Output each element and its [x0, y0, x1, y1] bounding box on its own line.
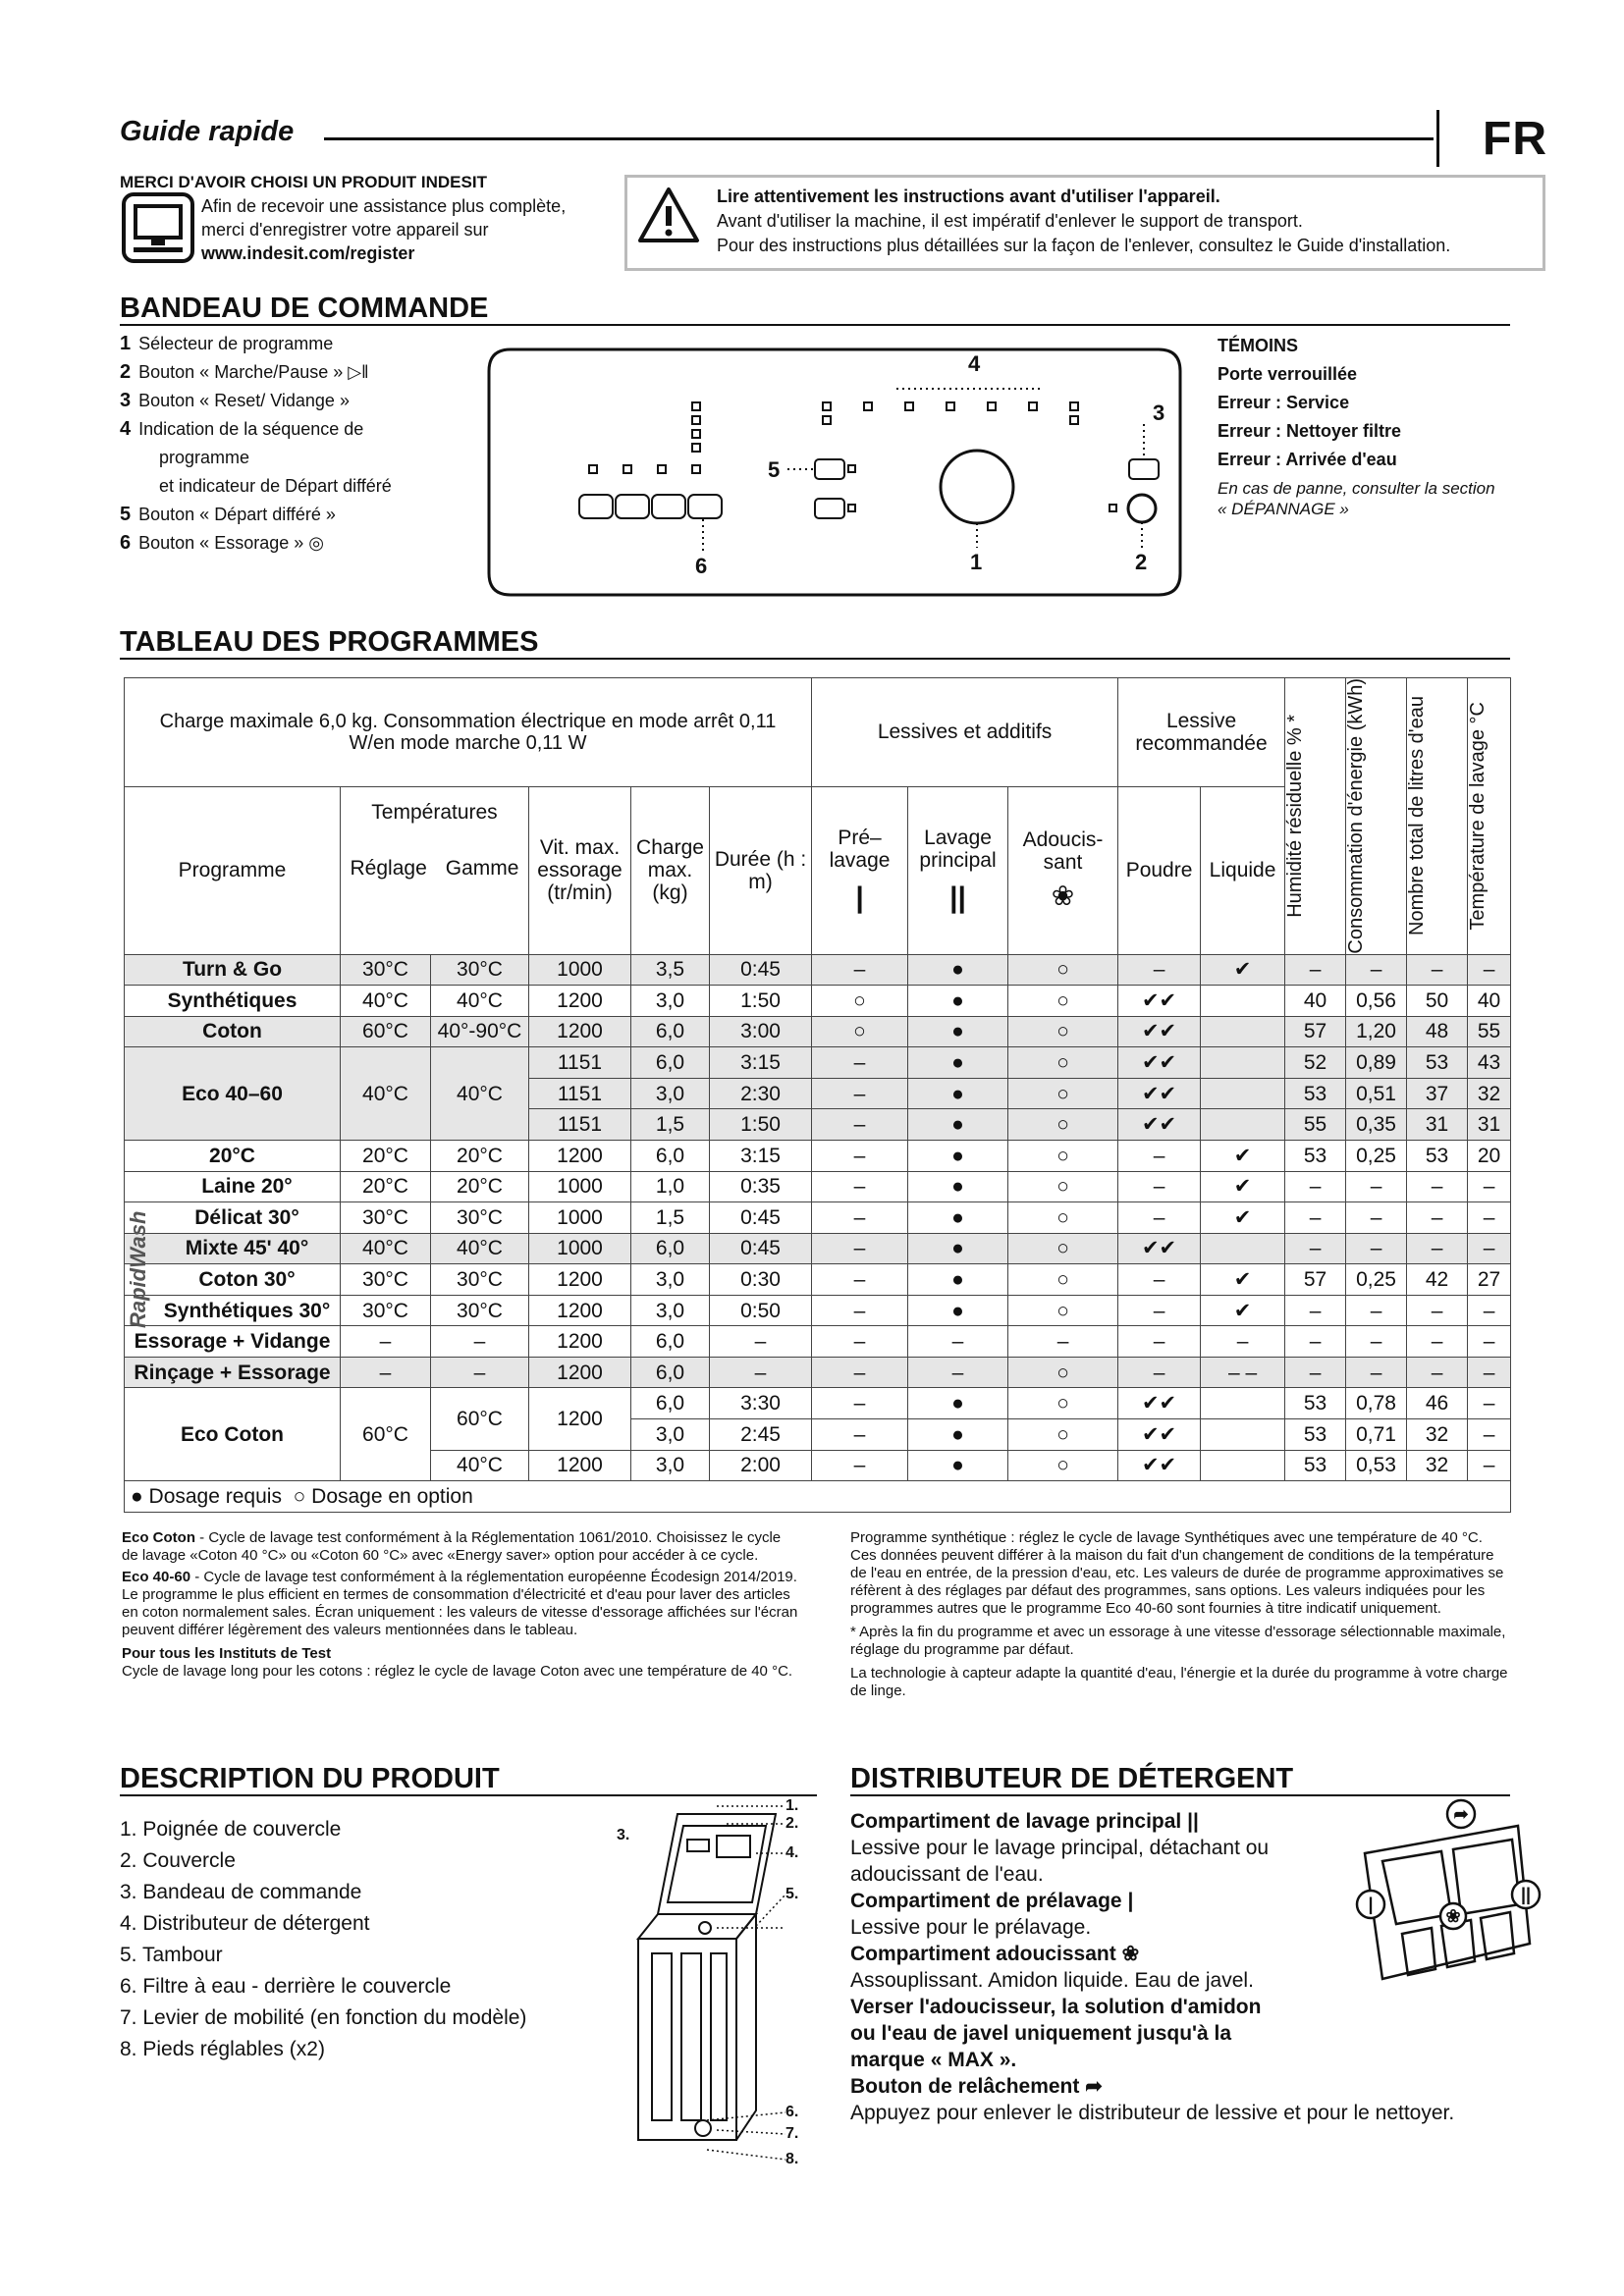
rapidwash-label: RapidWash — [126, 1209, 150, 1328]
dot-required-icon: ● — [908, 1140, 1008, 1171]
check-icon: ✔✔ — [1118, 1419, 1201, 1451]
prewash-icon: | — [1127, 1890, 1134, 1912]
table-header-conso: Consommation d'énergie (kWh) — [1345, 678, 1368, 954]
table-row: 1151 3,0 2:30 – ● ○ ✔✔ 53 0,51 37 32 — [125, 1078, 1511, 1109]
table-row: RapidWash Laine 20° 20°C 20°C 1000 1,0 0:35 – ● ○ – ✔ – – – – — [125, 1171, 1511, 1202]
diagram-label-5: 5 — [768, 457, 781, 482]
check-icon: ✔✔ — [1118, 1233, 1201, 1264]
note-ecocoton: Eco Coton - Cycle de lavage test conformément à la Réglementation 1061/2010. Choisissez le cycle de lavage «Coton 40 °C» ou «Coton 60 °C» avec «Energy saver» option pour accéder à ce cycle. — [122, 1529, 782, 1564]
dot-required-icon: ● — [131, 1485, 143, 1509]
dot-required-icon: ● — [908, 1202, 1008, 1234]
control-item: 4 Indication de la séquence de — [120, 418, 364, 440]
table-row: Rinçage + Essorage – – 1200 6,0 – – – ○ – – – – – – – — [125, 1357, 1511, 1388]
list-item: 3. Bandeau de commande — [120, 1881, 362, 1903]
table-row: Coton 60°C 40°-90°C 1200 6,0 3:00 ○ ● ○ ✔✔ 57 1,20 48 55 — [125, 1016, 1511, 1047]
compartment-softener-title: Compartiment adoucissant ❀ — [850, 1943, 1140, 1965]
dot-optional-icon: ○ — [1008, 1140, 1118, 1171]
programme-table — [124, 677, 1511, 1513]
diagram-label-4: 4 — [968, 351, 981, 376]
softener-icon: ❀ — [1051, 881, 1075, 912]
release-button-title: Bouton de relâchement ➦ — [850, 2075, 1103, 2098]
thanks-text — [201, 194, 614, 265]
indicator-item: Porte verrouillée — [1218, 364, 1358, 384]
dot-required-icon: ● — [908, 1388, 1008, 1419]
dot-optional-icon: ○ — [1008, 1233, 1118, 1264]
dot-optional-icon: ○ — [293, 1485, 306, 1509]
softener-icon: ❀ — [1445, 1906, 1461, 1926]
note-instituts-label: Pour tous les Instituts de Test — [122, 1645, 332, 1662]
table-header-lessives: Lessives et additifs — [812, 678, 1118, 787]
title-rule-end — [1436, 110, 1439, 167]
note-instituts: Cycle de lavage long pour les cotons : réglez le cycle de lavage Coton avec une température de 40 °C. — [122, 1663, 793, 1680]
section-rule — [120, 658, 1510, 660]
table-header-programme: Programme — [125, 786, 341, 954]
warning-text — [717, 185, 1450, 258]
control-item: 1 Sélecteur de programme — [120, 333, 334, 354]
compartment-softener-warning: Verser l'adoucisseur, la solution d'amidon ou l'eau de javel uniquement jusqu'à la marque « MAX ». — [850, 1996, 1262, 2071]
dot-optional-icon: ○ — [1008, 1357, 1118, 1388]
table-row: Délicat 30° 30°C 30°C 1000 1,5 0:45 – ● ○ – ✔ – – – – — [125, 1202, 1511, 1234]
page-title: Guide rapide — [120, 116, 295, 147]
table-row: Eco 40–60 40°C 40°C 1151 6,0 3:15 – ● ○ ✔✔ 52 0,89 53 43 — [125, 1047, 1511, 1079]
callout-1: 1. — [785, 1797, 799, 1814]
compartment-softener-text: Assouplissant. Amidon liquide. Eau de javel. — [850, 1969, 1254, 1992]
warning-line-2: Avant d'utiliser la machine, il est impératif d'enlever le support de transport. — [717, 211, 1303, 231]
note-eco4060: Eco 40-60 - Cycle de lavage test conformément à la réglementation européenne Écodesign 2014/2019. Le programme le plus efficient en termes de consommation d'électricité et d'eau pour laver des articles en coton normalement sales. Écran uniquement : les valeurs de vitesse d'essorage affichées sur l'écran peuvent différer légèrement des valeurs mentionnées dans le tableau. — [122, 1569, 798, 1638]
dispenser-diagram — [1343, 1796, 1540, 1993]
table-header-temperatures: Températures Réglage Gamme — [341, 786, 529, 954]
control-item: 5 Bouton « Départ différé » — [120, 504, 336, 525]
spin-icon: ◎ — [308, 533, 324, 553]
table-row: 3,0 2:45 – ● ○ ✔✔ 53 0,71 32 – — [125, 1419, 1511, 1451]
list-item: 7. Levier de mobilité (en fonction du modèle) — [120, 2006, 527, 2029]
callout-2: 2. — [785, 1815, 799, 1832]
prewash-icon: | — [855, 881, 864, 915]
dot-required-icon: ● — [908, 1450, 1008, 1481]
note-synth: Programme synthétique : réglez le cycle de lavage Synthétiques avec une température de 40 °C. — [850, 1529, 1483, 1546]
control-item: 3 Bouton « Reset/ Vidange » — [120, 390, 350, 411]
dot-optional-icon: ○ — [1008, 1078, 1118, 1109]
list-item: 5. Tambour — [120, 1944, 223, 1966]
notes-left — [122, 1529, 799, 1681]
mainwash-icon: || — [1187, 1810, 1199, 1833]
table-header-prelavage: Pré– lavage | — [812, 786, 908, 954]
callout-7: 7. — [785, 2125, 799, 2142]
table-row: Eco Coton 60°C 60°C 1200 6,0 3:30 – ● ○ ✔✔ 53 0,78 46 – — [125, 1388, 1511, 1419]
table-row: 1151 1,5 1:50 – ● ○ ✔✔ 55 0,35 31 31 — [125, 1109, 1511, 1141]
dot-optional-icon: ○ — [1008, 1264, 1118, 1296]
indicator-item: Erreur : Arrivée d'eau — [1218, 450, 1397, 469]
notes-right — [850, 1529, 1508, 1700]
mainwash-icon: || — [949, 881, 966, 915]
warning-line-1: Lire attentivement les instructions avant d'utiliser l'appareil. — [717, 187, 1220, 206]
indicator-item: Erreur : Nettoyer filtre — [1218, 421, 1402, 441]
legend-optional: Dosage en option — [311, 1485, 473, 1509]
table-header-charge-max: Charge max. (kg) — [631, 786, 710, 954]
section-title-bandeau: BANDEAU DE COMMANDE — [120, 293, 489, 324]
dot-optional-icon: ○ — [1008, 1419, 1118, 1451]
list-item: 2. Couvercle — [120, 1849, 236, 1872]
compartment-prewash-text: Lessive pour le prélavage. — [850, 1916, 1092, 1939]
check-icon: ✔ — [1201, 1295, 1285, 1326]
mainwash-icon: || — [1520, 1885, 1532, 1904]
check-icon: ✔ — [1201, 1140, 1285, 1171]
warning-icon — [638, 187, 699, 243]
register-link[interactable]: www.indesit.com/register — [201, 243, 415, 263]
dot-optional-icon: ○ — [1008, 1450, 1118, 1481]
callout-6: 6. — [785, 2104, 799, 2120]
dot-optional-icon: ○ — [1008, 1109, 1118, 1141]
washing-machine-diagram — [609, 1796, 805, 2179]
table-header-charge: Charge maximale 6,0 kg. Consommation électrique en mode arrêt 0,11 W/en mode marche 0,11 W — [125, 678, 812, 787]
table-row: Synthétiques 40°C 40°C 1200 3,0 1:50 ○ ● ○ ✔✔ 40 0,56 50 40 — [125, 986, 1511, 1017]
check-icon: ✔✔ — [1118, 1047, 1201, 1079]
table-row: Coton 30° 30°C 30°C 1200 3,0 0:30 – ● ○ – ✔ 57 0,25 42 27 — [125, 1264, 1511, 1296]
dot-optional-icon: ○ — [1008, 1202, 1118, 1234]
list-item: 8. Pieds réglables (x2) — [120, 2038, 325, 2060]
compartment-prewash-title: Compartiment de prélavage | — [850, 1890, 1134, 1912]
warning-line-3: Pour des instructions plus détaillées sur la façon de l'enlever, consultez le Guide d'installation. — [717, 236, 1451, 255]
check-icon: ✔✔ — [1118, 1109, 1201, 1141]
release-arrow-icon: ➦ — [1453, 1804, 1469, 1824]
dot-required-icon: ● — [908, 1109, 1008, 1141]
check-icon: ✔✔ — [1118, 1388, 1201, 1419]
release-button-text: Appuyez pour enlever le distributeur de lessive et pour le nettoyer. — [850, 2102, 1455, 2124]
diagram-label-3: 3 — [1153, 400, 1165, 425]
dot-required-icon: ● — [908, 1295, 1008, 1326]
control-panel-diagram — [481, 338, 1188, 603]
control-item: et indicateur de Départ différé — [159, 476, 392, 496]
product-parts-list — [120, 1814, 526, 2065]
indicator-note: En cas de panne, consulter la section « DÉPANNAGE » — [1218, 479, 1495, 518]
title-rule — [324, 137, 1434, 140]
language-code: FR — [1483, 113, 1547, 165]
check-icon: ✔ — [1201, 1171, 1285, 1202]
dot-optional-icon: ○ — [1008, 1171, 1118, 1202]
table-header-lavage: Lavage principal || — [908, 786, 1008, 954]
dot-required-icon: ● — [908, 1016, 1008, 1047]
control-list — [120, 330, 392, 558]
table-row: Essorage + Vidange – – 1200 6,0 – – – – – – – – – – — [125, 1326, 1511, 1358]
control-item: 6 Bouton « Essorage » ◎ — [120, 532, 324, 554]
legend-required: Dosage requis — [148, 1485, 282, 1509]
indicators-panel — [1218, 332, 1495, 519]
diagram-label-1: 1 — [970, 550, 983, 574]
dot-required-icon: ● — [908, 1078, 1008, 1109]
check-icon: ✔✔ — [1118, 1016, 1201, 1047]
dot-required-icon: ● — [908, 986, 1008, 1017]
control-item: 2 Bouton « Marche/Pause » ▷‖ — [120, 361, 369, 383]
dot-required-icon: ● — [908, 1264, 1008, 1296]
callout-8: 8. — [785, 2151, 799, 2167]
check-icon: ✔✔ — [1118, 986, 1201, 1017]
section-rule — [120, 324, 1510, 326]
note-star: * Après la fin du programme et avec un essorage à une vitesse d'essorage sélectionnable maximale, réglage du programme par défaut. — [850, 1624, 1506, 1658]
check-icon: ✔✔ — [1118, 1450, 1201, 1481]
check-icon: ✔ — [1201, 954, 1285, 986]
table-row: Synthétiques 30° 30°C 30°C 1200 3,0 0:50 – ● ○ – ✔ – – – – — [125, 1295, 1511, 1326]
dot-optional-icon: ○ — [812, 1016, 908, 1047]
table-header-humidite: Humidité résiduelle % * — [1284, 714, 1307, 918]
computer-icon — [122, 192, 194, 263]
diagram-label-2: 2 — [1135, 550, 1148, 574]
callout-3: 3. — [617, 1827, 630, 1843]
list-item: 1. Poignée de couvercle — [120, 1818, 342, 1841]
table-row: Mixte 45' 40° 40°C 40°C 1000 6,0 0:45 – ● ○ ✔✔ – – – – — [125, 1233, 1511, 1264]
table-header-poudre: Poudre — [1118, 786, 1201, 954]
dot-required-icon: ● — [908, 1419, 1008, 1451]
dot-optional-icon: ○ — [812, 986, 908, 1017]
section-title-tableau: TABLEAU DES PROGRAMMES — [120, 626, 539, 658]
dot-optional-icon: ○ — [1008, 1388, 1118, 1419]
dot-optional-icon: ○ — [1008, 986, 1118, 1017]
dot-optional-icon: ○ — [1008, 954, 1118, 986]
check-icon: ✔ — [1201, 1264, 1285, 1296]
table-header-duree: Durée (h : m) — [710, 786, 812, 954]
check-icon: ✔✔ — [1118, 1078, 1201, 1109]
compartment-main-text: Lessive pour le lavage principal, détachant ou adoucissant de l'eau. — [850, 1837, 1270, 1886]
dot-required-icon: ● — [908, 1233, 1008, 1264]
section-title-distributeur: DISTRIBUTEUR DE DÉTERGENT — [850, 1763, 1294, 1794]
thanks-line-1: Afin de recevoir une assistance plus complète, — [201, 196, 567, 216]
dot-required-icon: ● — [908, 1171, 1008, 1202]
dot-required-icon: ● — [908, 1047, 1008, 1079]
softener-icon: ❀ — [1121, 1943, 1140, 1965]
dot-optional-icon: ○ — [1008, 1295, 1118, 1326]
table-row: 20°C 20°C 20°C 1200 6,0 3:15 – ● ○ – ✔ 53 0,25 53 20 — [125, 1140, 1511, 1171]
play-pause-icon: ▷‖ — [348, 362, 369, 382]
check-icon: ✔ — [1201, 1202, 1285, 1234]
table-header-litres: Nombre total de litres d'eau — [1406, 696, 1429, 936]
list-item: 6. Filtre à eau - derrière le couvercle — [120, 1975, 452, 1998]
thanks-heading: MERCI D'AVOIR CHOISI UN PRODUIT INDESIT — [120, 173, 487, 191]
callout-4: 4. — [785, 1844, 799, 1861]
table-row: Turn & Go 30°C 30°C 1000 3,5 0:45 – ● ○ – ✔ – – – – — [125, 954, 1511, 986]
section-title-description: DESCRIPTION DU PRODUIT — [120, 1763, 500, 1794]
diagram-label-6: 6 — [695, 554, 708, 578]
control-item: programme — [159, 448, 250, 467]
table-header-adoucissant: Adoucis- sant ❀ — [1008, 786, 1118, 954]
list-item: 4. Distributeur de détergent — [120, 1912, 370, 1935]
compartment-main-title: Compartiment de lavage principal || — [850, 1810, 1199, 1833]
note-donnees: Ces données peuvent différer à la maison du fait d'un changement de conditions de la température de l'eau en entrée, de la pression d'eau, etc. Les valeurs de durée de programme approximatives se réfèrent à des réglages par défaut des programmes, sans options. Les valeurs indiquées pour les programmes autres que le programme Eco 40-60 sont fournies à titre indicatif uniquement. — [850, 1547, 1504, 1617]
dot-optional-icon: ○ — [1008, 1047, 1118, 1079]
dot-required-icon: ● — [908, 954, 1008, 986]
release-arrow-icon: ➦ — [1085, 2075, 1103, 2098]
dot-optional-icon: ○ — [1008, 1016, 1118, 1047]
table-legend-row — [125, 1481, 1511, 1513]
table-header-lessive-rec: Lessive recommandée — [1118, 678, 1285, 787]
table-header-vitesse: Vit. max. essorage (tr/min) — [529, 786, 631, 954]
note-capteur: La technologie à capteur adapte la quantité d'eau, l'énergie et la durée du programme à votre charge de linge. — [850, 1665, 1508, 1699]
table-header-temp: Température de lavage °C — [1467, 702, 1489, 931]
indicators-title: TÉMOINS — [1218, 336, 1299, 355]
prewash-icon: | — [1368, 1895, 1374, 1914]
thanks-line-2: merci d'enregistrer votre appareil sur — [201, 220, 489, 240]
callout-5: 5. — [785, 1886, 799, 1902]
table-header-liquide: Liquide — [1201, 786, 1285, 954]
indicator-item: Erreur : Service — [1218, 393, 1350, 412]
table-row: 40°C 1200 3,0 2:00 – ● ○ ✔✔ 53 0,53 32 – — [125, 1450, 1511, 1481]
